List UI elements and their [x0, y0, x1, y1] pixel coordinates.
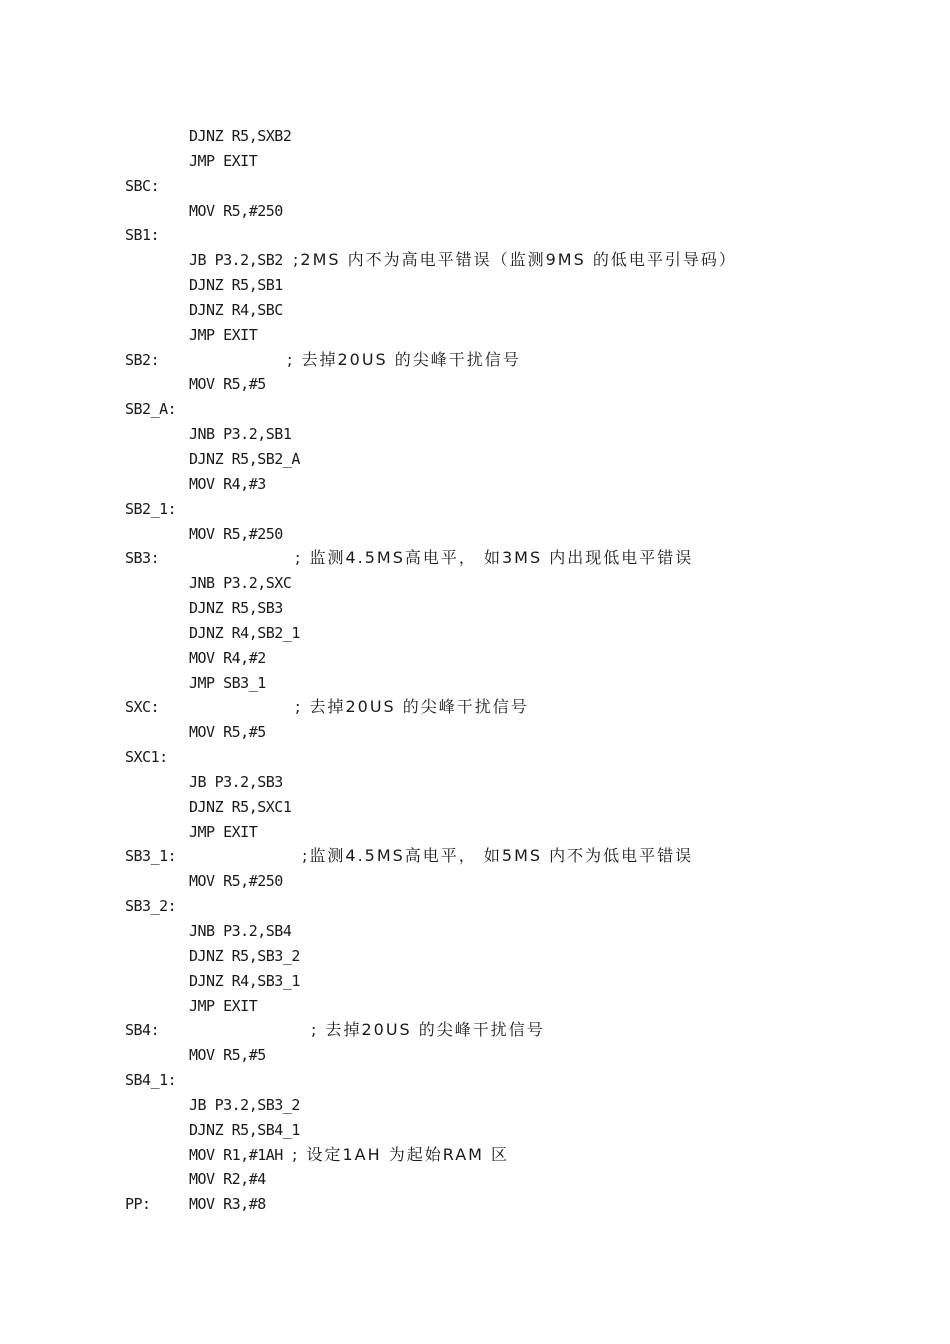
- code-line: [0, 770, 950, 795]
- code-line: [0, 298, 950, 323]
- code-line: [0, 372, 950, 397]
- code-line: [0, 820, 950, 845]
- code-line: [0, 720, 950, 745]
- code-line: [0, 149, 950, 174]
- code-instruction: JMP EXIT: [189, 151, 258, 170]
- code-instruction: JMP SB3_1: [189, 673, 266, 692]
- code-line: [0, 869, 950, 894]
- code-line: [0, 894, 950, 919]
- code-line: [0, 323, 950, 348]
- code-comment: ; 去掉20US 的尖峰干扰信号: [311, 1020, 545, 1040]
- code-instruction: JB P3.2,SB3_2: [189, 1095, 300, 1114]
- code-line: [0, 522, 950, 547]
- code-instruction: DJNZ R5,SB1: [189, 276, 283, 295]
- code-instruction: DJNZ R5,SB2_A: [189, 449, 300, 468]
- code-line: [0, 621, 950, 646]
- code-label: PP:: [125, 1195, 151, 1214]
- code-instruction: DJNZ R5,SB3: [189, 599, 283, 618]
- code-line: [0, 695, 950, 720]
- code-comment: ;监测4.5MS高电平， 如5MS 内不为低电平错误: [302, 846, 694, 866]
- code-instruction: MOV R4,#2: [189, 648, 266, 667]
- code-line: [0, 124, 950, 149]
- code-line: [0, 1043, 950, 1068]
- code-line: [0, 1143, 950, 1168]
- code-line: [0, 969, 950, 994]
- code-label: SBC:: [125, 176, 160, 195]
- code-line: [0, 944, 950, 969]
- code-instruction: DJNZ R5,SXC1: [189, 797, 292, 816]
- code-comment: ; 设定1AH 为起始RAM 区: [292, 1144, 510, 1164]
- code-line: [0, 174, 950, 199]
- code-instruction: JMP EXIT: [189, 996, 258, 1015]
- code-line: [0, 671, 950, 696]
- code-instruction: MOV R5,#5: [189, 723, 266, 742]
- code-line: [0, 1093, 950, 1118]
- code-line: [0, 223, 950, 248]
- code-instruction: DJNZ R5,SXB2: [189, 127, 292, 145]
- code-line: [0, 646, 950, 671]
- code-label: SB2_1:: [125, 499, 177, 518]
- code-line: [0, 1018, 950, 1043]
- code-instruction: MOV R1,#1AH: [189, 1145, 283, 1164]
- code-instruction: JNB P3.2,SXC: [189, 574, 292, 593]
- code-line: [0, 745, 950, 770]
- code-comment: ; 监测4.5MS高电平， 如3MS 内出现低电平错误: [295, 548, 694, 568]
- code-label: SB3_2:: [125, 897, 177, 916]
- code-comment: ; 去掉20US 的尖峰干扰信号: [287, 349, 521, 369]
- code-label: SB3_1:: [125, 847, 177, 866]
- code-line: [0, 546, 950, 571]
- code-instruction: DJNZ R5,SB4_1: [189, 1120, 300, 1139]
- code-line: [0, 795, 950, 820]
- code-label: SB4_1:: [125, 1071, 177, 1090]
- code-instruction: JMP EXIT: [189, 822, 258, 841]
- code-line: [0, 397, 950, 422]
- code-line: [0, 1192, 950, 1217]
- code-line: [0, 422, 950, 447]
- code-instruction: MOV R5,#250: [189, 872, 283, 891]
- code-instruction: MOV R5,#5: [189, 375, 266, 394]
- code-label: SB1:: [125, 226, 160, 245]
- code-line: [0, 273, 950, 298]
- code-instruction: MOV R4,#3: [189, 474, 266, 493]
- code-listing: [0, 124, 950, 1217]
- code-instruction: DJNZ R4,SBC: [189, 300, 283, 319]
- code-line: [0, 447, 950, 472]
- code-instruction: MOV R5,#250: [189, 201, 283, 220]
- code-instruction: MOV R2,#4: [189, 1170, 266, 1189]
- code-line: [0, 1068, 950, 1093]
- code-label: SB2:: [125, 350, 160, 369]
- code-line: [0, 1118, 950, 1143]
- code-comment: ; 去掉20US 的尖峰干扰信号: [295, 697, 529, 717]
- code-line: [0, 994, 950, 1019]
- code-instruction: DJNZ R4,SB2_1: [189, 623, 300, 642]
- code-line: [0, 472, 950, 497]
- code-instruction: MOV R5,#5: [189, 1046, 266, 1065]
- code-line: [0, 919, 950, 944]
- code-instruction: JB P3.2,SB3: [189, 772, 283, 791]
- code-line: [0, 348, 950, 373]
- code-label: SXC:: [125, 698, 160, 717]
- code-instruction: JNB P3.2,SB1: [189, 425, 292, 444]
- code-label: SB4:: [125, 1021, 160, 1040]
- code-line: [0, 1167, 950, 1192]
- code-instruction: MOV R3,#8: [189, 1195, 266, 1214]
- code-label: SXC1:: [125, 748, 168, 767]
- code-instruction: JB P3.2,SB2: [189, 251, 283, 270]
- code-line: [0, 497, 950, 522]
- code-label: SB3:: [125, 549, 160, 568]
- code-line: [0, 571, 950, 596]
- code-instruction: JMP EXIT: [189, 325, 258, 344]
- code-comment: ;2MS 内不为高电平错误（监测9MS 的低电平引导码）: [293, 250, 737, 270]
- code-line: [0, 199, 950, 224]
- code-instruction: JNB P3.2,SB4: [189, 922, 292, 940]
- code-line: [0, 844, 950, 869]
- code-label: SB2_A:: [125, 400, 177, 419]
- code-line: [0, 596, 950, 621]
- code-instruction: DJNZ R5,SB3_2: [189, 946, 300, 965]
- code-line: [0, 248, 950, 273]
- code-instruction: DJNZ R4,SB3_1: [189, 971, 300, 990]
- code-instruction: MOV R5,#250: [189, 524, 283, 543]
